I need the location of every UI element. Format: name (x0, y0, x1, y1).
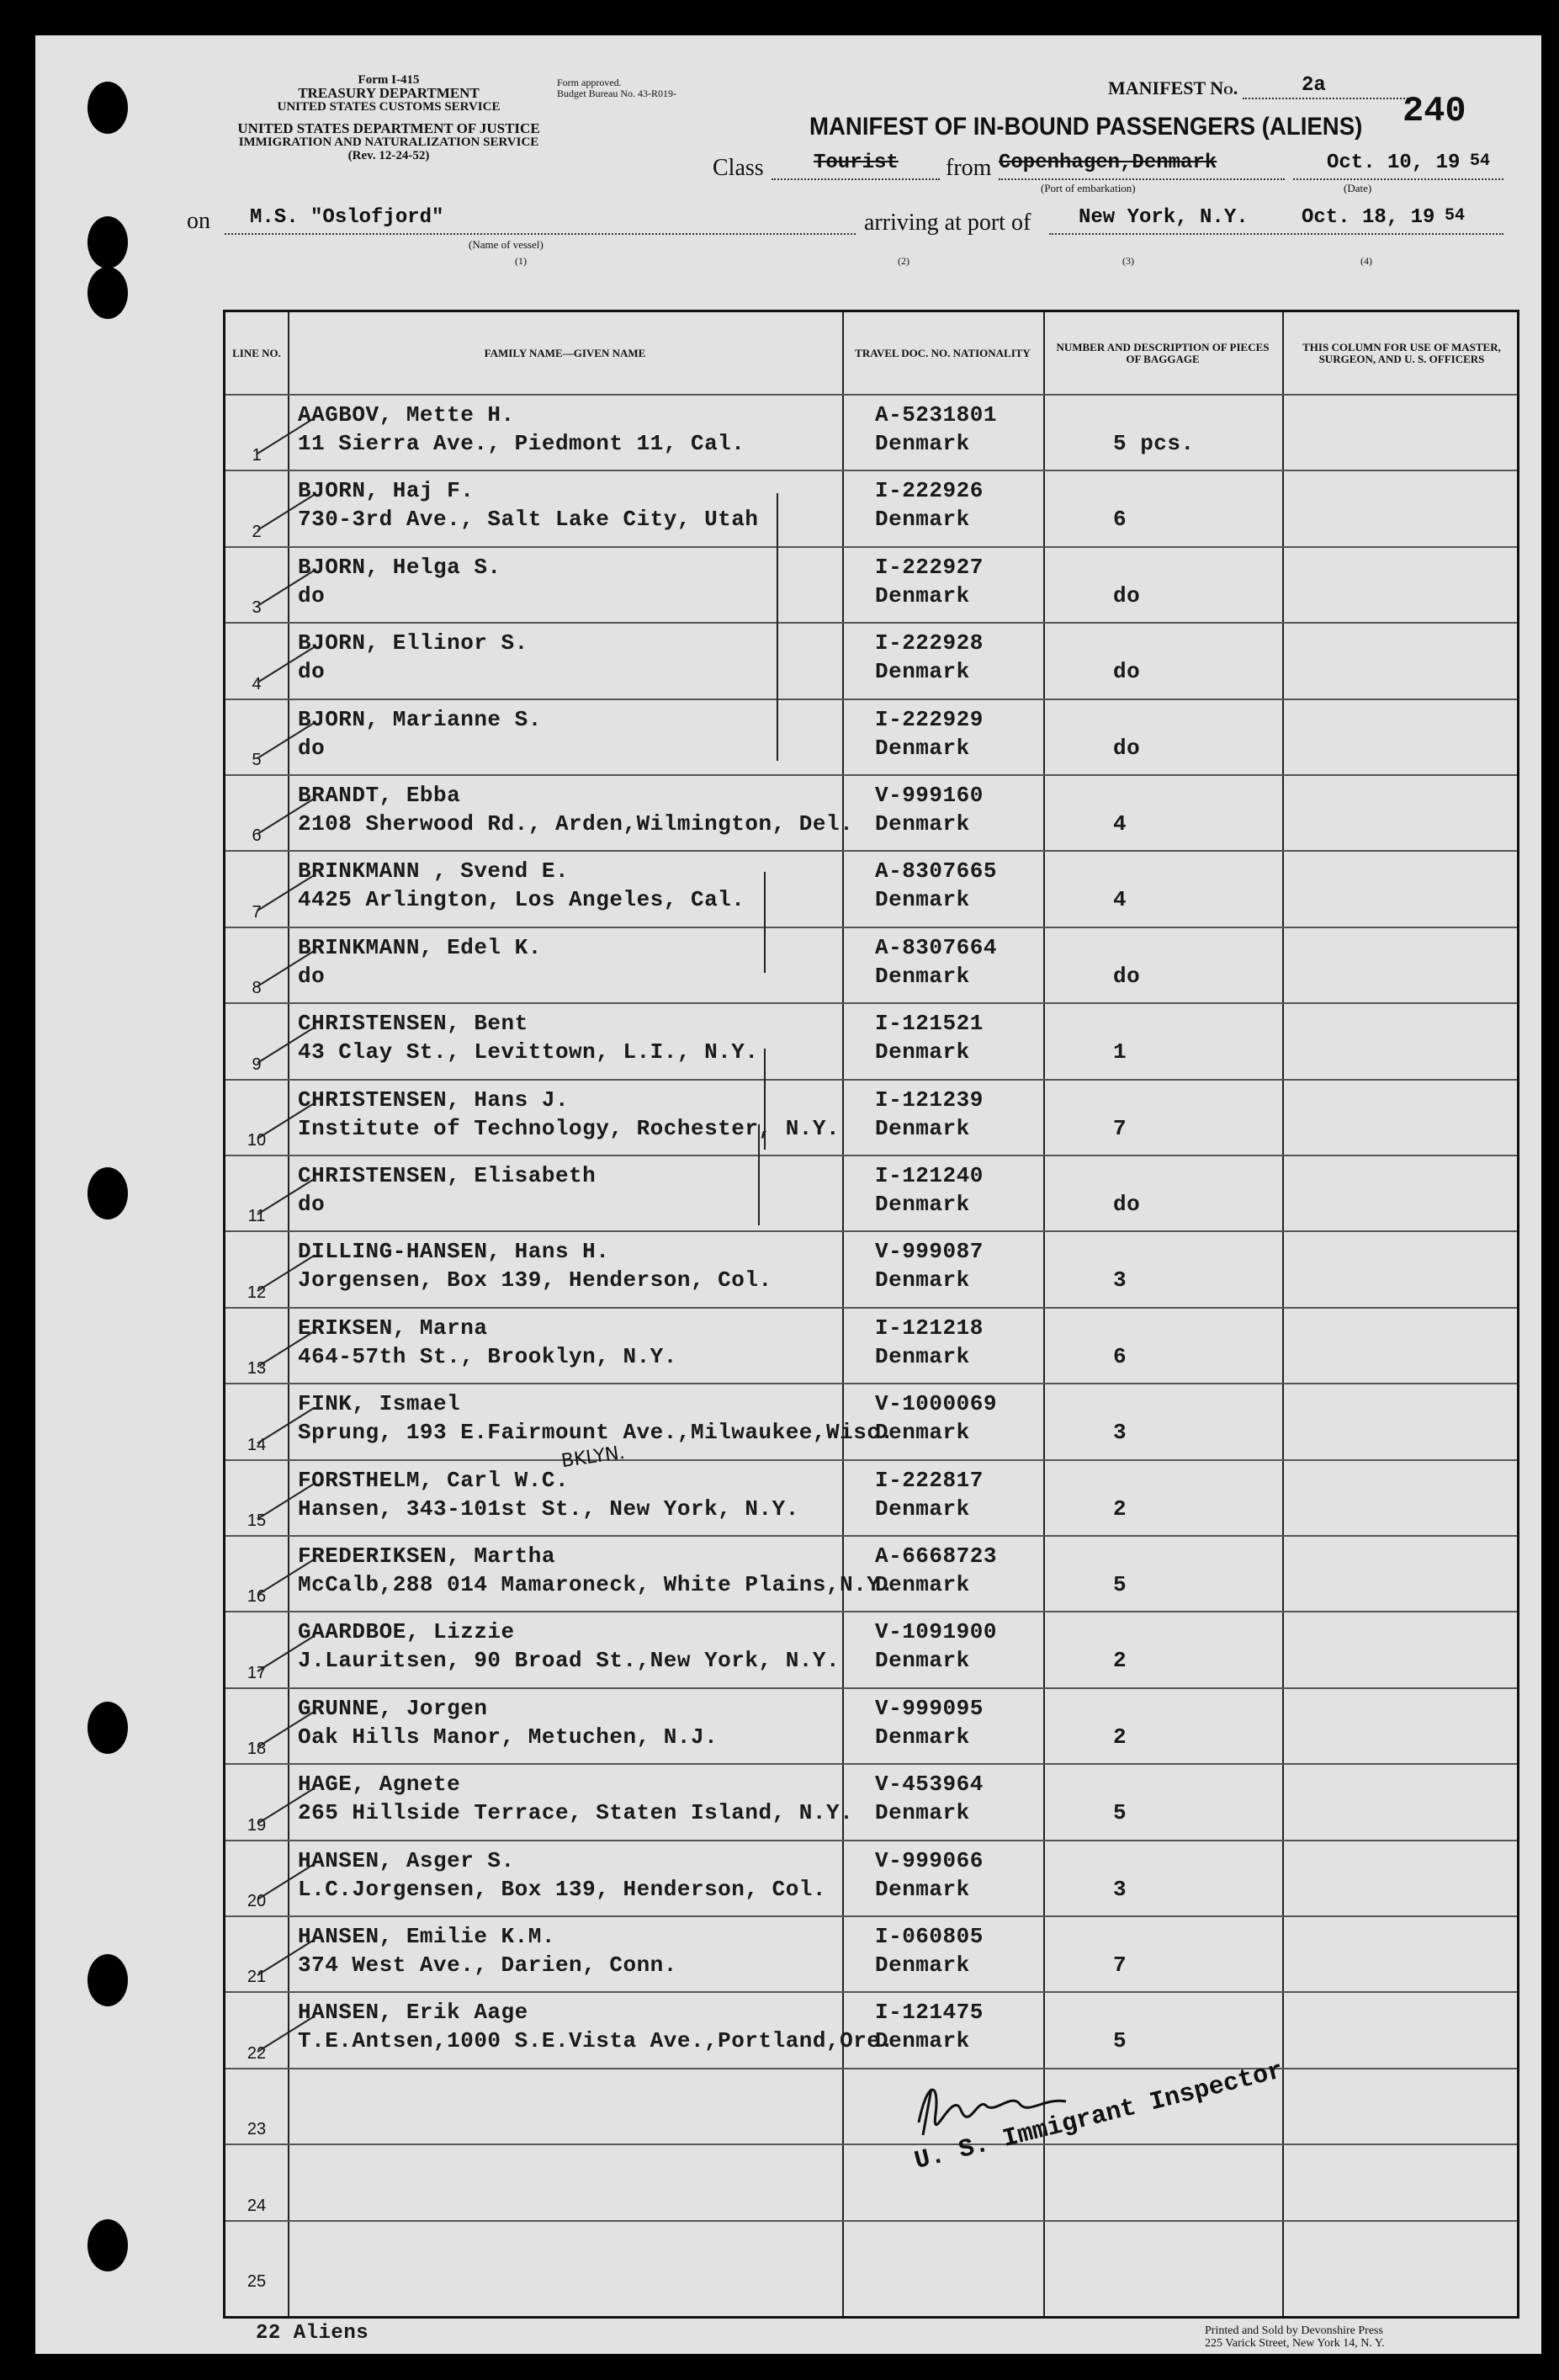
baggage-count: 6 (1113, 1343, 1127, 1369)
nationality: Denmark (875, 811, 970, 837)
line-number: 7 (252, 902, 262, 922)
passenger-address: Jorgensen, Box 139, Henderson, Col. (298, 1267, 772, 1294)
row-divider (225, 1611, 1517, 1612)
line-number: 2 (252, 522, 262, 541)
baggage-count: 2 (1113, 1648, 1127, 1674)
table-row (225, 1840, 1517, 1915)
table-row (225, 2144, 1517, 2219)
row-divider (225, 1991, 1517, 1993)
form-header-left (237, 73, 540, 162)
line-number: 19 (247, 1815, 267, 1835)
row-divider (225, 1002, 1517, 1004)
baggage-count: 4 (1113, 811, 1127, 837)
row-divider (225, 1307, 1517, 1309)
passenger-name: CHRISTENSEN, Hans J. (298, 1086, 570, 1113)
row-divider (225, 2068, 1517, 2069)
table-row (225, 1687, 1517, 1763)
passenger-name: HANSEN, Erik Aage (298, 2000, 528, 2026)
baggage-count: 3 (1113, 1876, 1127, 1902)
travel-doc-number: I-222926 (875, 478, 984, 504)
nationality: Denmark (875, 507, 970, 533)
travel-doc-number: A-5231801 (875, 402, 997, 428)
travel-doc-number: V-453964 (875, 1772, 984, 1798)
table-row (225, 774, 1517, 850)
row-divider (225, 2144, 1517, 2145)
from-label: from (946, 155, 992, 181)
line-number: 15 (247, 1511, 267, 1530)
handwritten-note: BKLYN. (559, 1442, 627, 1473)
nationality: Denmark (875, 1192, 970, 1217)
row-divider (225, 470, 1517, 471)
travel-doc-number: I-121475 (875, 2000, 984, 2026)
line-number: 24 (247, 2196, 267, 2215)
line-number: 21 (247, 1968, 267, 1987)
baggage-count: do (1113, 963, 1141, 989)
table-row (225, 1459, 1517, 1535)
arriving-label: arriving at port of (864, 210, 1031, 236)
baggage-count: do (1113, 659, 1141, 685)
row-divider (225, 1687, 1517, 1689)
baggage-count: 2 (1113, 1495, 1127, 1522)
travel-doc-number: V-1000069 (875, 1391, 997, 1417)
baggage-count: 7 (1113, 1952, 1127, 1978)
row-divider (225, 1535, 1517, 1537)
passenger-name: FREDERIKSEN, Martha (298, 1543, 555, 1569)
manifest-number-field (1243, 76, 1411, 99)
family-bracket (764, 1049, 766, 1150)
passenger-address: L.C.Jorgensen, Box 139, Henderson, Col. (298, 1876, 826, 1902)
table-row (225, 394, 1517, 470)
row-divider (225, 850, 1517, 852)
nationality: Denmark (875, 1343, 970, 1369)
nationality: Denmark (875, 1420, 970, 1446)
travel-doc-number: I-222927 (875, 554, 984, 580)
passenger-address: Institute of Technology, Rochester, N.Y. (298, 1115, 840, 1141)
line-number: 14 (247, 1435, 267, 1454)
form-revision: (Rev. 12-24-52) (347, 149, 430, 162)
table-row (225, 699, 1517, 774)
row-divider (225, 622, 1517, 624)
passenger-name: BJORN, Helga S. (298, 554, 501, 580)
date-caption: (Date) (1344, 182, 1372, 194)
nationality: Denmark (875, 1039, 970, 1065)
passenger-name: GRUNNE, Jorgen (298, 1695, 488, 1721)
table-row (225, 1763, 1517, 1839)
passenger-address: 464-57th St., Brooklyn, N.Y. (298, 1343, 677, 1369)
nationality: Denmark (875, 659, 970, 685)
nationality: Denmark (875, 1115, 970, 1141)
row-divider (225, 1230, 1517, 1232)
total-aliens: 22 Aliens (256, 2322, 369, 2345)
port-caption: (Port of embarkation) (1041, 182, 1136, 194)
row-divider (225, 774, 1517, 776)
arrival-year: 54 (1445, 206, 1466, 226)
baggage-count: 6 (1113, 507, 1127, 533)
baggage-count: do (1113, 582, 1141, 608)
passenger-name: FORSTHELM, Carl W.C. (298, 1467, 570, 1493)
inspector-stamp: U. S. Immigrant Inspector (911, 2057, 1286, 2176)
table-row (225, 1230, 1517, 1306)
family-bracket (758, 1124, 760, 1225)
passenger-address: 374 West Ave., Darien, Conn. (298, 1952, 677, 1978)
passenger-name: GAARDBOE, Lizzie (298, 1619, 515, 1645)
family-bracket (777, 493, 778, 761)
col-num-3: (3) (1122, 255, 1134, 267)
vessel-col-num: (1) (515, 255, 527, 267)
passenger-address: 4425 Arlington, Los Angeles, Cal. (298, 887, 745, 913)
passenger-name: BJORN, Haj F. (298, 478, 475, 504)
printer-line-1: Printed and Sold by Devonshire Press (1205, 2324, 1383, 2337)
travel-doc-number: V-999095 (875, 1695, 984, 1721)
passenger-name: AAGBOV, Mette H. (298, 402, 515, 428)
row-divider (225, 1079, 1517, 1081)
nationality: Denmark (875, 1952, 970, 1978)
line-number: 25 (247, 2271, 267, 2291)
nationality: Denmark (875, 1267, 970, 1294)
nationality: Denmark (875, 1572, 970, 1597)
table-row (225, 546, 1517, 622)
col-header-officers: THIS COLUMN FOR USE OF MASTER, SURGEON, AND U. S. OFFICERS (1302, 340, 1501, 365)
row-divider (225, 2220, 1517, 2222)
line-number: 4 (252, 674, 262, 693)
vessel-name: M.S. "Oslofjord" (250, 206, 444, 229)
passenger-address: do (298, 582, 326, 608)
line-number: 12 (247, 1283, 267, 1302)
nationality: Denmark (875, 963, 970, 989)
binder-hole (87, 216, 128, 268)
embarkation-value: Copenhagen,Denmark (999, 151, 1217, 174)
baggage-count: 5 pcs. (1113, 431, 1195, 456)
printer-line-2: 225 Varick Street, New York 14, N. Y. (1205, 2337, 1385, 2350)
row-divider (225, 1459, 1517, 1461)
passenger-name: DILLING-HANSEN, Hans H. (298, 1239, 610, 1265)
line-number: 9 (252, 1055, 262, 1074)
passenger-address: do (298, 1192, 326, 1217)
passenger-address: do (298, 963, 326, 989)
travel-doc-number: I-222817 (875, 1467, 984, 1493)
nationality: Denmark (875, 1648, 970, 1674)
baggage-count: do (1113, 735, 1141, 761)
line-number: 3 (252, 598, 262, 618)
passenger-address: 43 Clay St., Levittown, L.I., N.Y. (298, 1039, 759, 1065)
passenger-name: HANSEN, Emilie K.M. (298, 1924, 555, 1949)
approval-text: Form approved. (557, 77, 622, 88)
manifest-title: MANIFEST OF IN-BOUND PASSENGERS (ALIENS) (809, 113, 1363, 141)
table-row (225, 2068, 1517, 2144)
page-number: 240 (1403, 91, 1466, 131)
passenger-address: McCalb,288 014 Mamaroneck, White Plains,N.Y. (298, 1572, 894, 1597)
form-approval (557, 77, 676, 99)
passenger-address: Oak Hills Manor, Metuchen, N.J. (298, 1724, 719, 1750)
nationality: Denmark (875, 1876, 970, 1902)
travel-doc-number: A-6668723 (875, 1543, 997, 1569)
baggage-count: 5 (1113, 1800, 1127, 1826)
passenger-name: BRINKMANN, Edel K. (298, 934, 542, 960)
table-row (225, 1383, 1517, 1458)
line-number: 1 (252, 446, 262, 465)
on-label: on (187, 208, 210, 234)
travel-doc-number: I-121521 (875, 1011, 984, 1037)
travel-doc-number: V-999160 (875, 783, 984, 808)
table-row (225, 1155, 1517, 1230)
passenger-address: do (298, 659, 326, 685)
binder-hole (87, 1167, 128, 1219)
passenger-address: 11 Sierra Ave., Piedmont 11, Cal. (298, 431, 745, 456)
line-number: 18 (247, 1740, 267, 1759)
vessel-caption: (Name of vessel) (469, 238, 544, 251)
passenger-name: CHRISTENSEN, Elisabeth (298, 1163, 597, 1188)
arrival-port: New York, N.Y. (1079, 206, 1249, 229)
manifest-number-label: MANIFEST No. (1108, 77, 1238, 98)
line-number: 5 (252, 750, 262, 769)
table-row (225, 1307, 1517, 1383)
row-divider (225, 394, 1517, 396)
passenger-address: Hansen, 343-101st St., New York, N.Y. (298, 1495, 799, 1522)
row-divider (225, 927, 1517, 928)
row-divider (225, 546, 1517, 548)
row-divider (225, 1763, 1517, 1765)
baggage-count: 4 (1113, 887, 1127, 913)
binder-hole (87, 1954, 128, 2006)
travel-doc-number: I-222928 (875, 630, 984, 656)
passenger-address: 2108 Sherwood Rd., Arden,Wilmington, Del. (298, 811, 854, 837)
nationality: Denmark (875, 1800, 970, 1826)
travel-doc-number: I-121240 (875, 1163, 984, 1188)
class-field (772, 153, 940, 180)
row-divider (225, 699, 1517, 700)
binder-hole (87, 267, 128, 319)
nationality: Denmark (875, 735, 970, 761)
line-number: 16 (247, 1587, 267, 1607)
table-row (225, 1915, 1517, 1991)
nationality: Denmark (875, 431, 970, 456)
form-number: Form I-415 (358, 73, 420, 87)
passenger-name: BJORN, Marianne S. (298, 706, 542, 732)
passenger-name: FINK, Ismael (298, 1391, 461, 1417)
passenger-name: CHRISTENSEN, Bent (298, 1011, 528, 1037)
vessel-field (225, 208, 856, 235)
row-divider (225, 1915, 1517, 1917)
nationality: Denmark (875, 887, 970, 913)
table-row (225, 1002, 1517, 1078)
travel-doc-number: I-121218 (875, 1315, 984, 1341)
travel-doc-number: I-121239 (875, 1086, 984, 1113)
binder-hole (87, 2219, 128, 2271)
nationality: Denmark (875, 1724, 970, 1750)
row-divider (225, 1155, 1517, 1156)
passenger-table (223, 310, 1519, 2319)
travel-doc-number: I-222929 (875, 706, 984, 732)
manifest-sheet (35, 35, 1541, 2354)
travel-doc-number: A-8307664 (875, 934, 997, 960)
passenger-address: do (298, 735, 326, 761)
passenger-name: HANSEN, Asger S. (298, 1847, 515, 1873)
line-number: 13 (247, 1359, 267, 1379)
line-number: 11 (247, 1207, 266, 1226)
baggage-count: 7 (1113, 1115, 1127, 1141)
baggage-count: 1 (1113, 1039, 1127, 1065)
passenger-address: Sprung, 193 E.Fairmount Ave.,Milwaukee,Wisc. (298, 1420, 894, 1446)
binder-hole (87, 82, 128, 134)
treasury-dept: TREASURY DEPARTMENT (298, 85, 480, 101)
baggage-count: do (1113, 1192, 1141, 1217)
travel-doc-number: I-060805 (875, 1924, 984, 1949)
justice-dept: UNITED STATES DEPARTMENT OF JUSTICE (237, 120, 540, 136)
col-header-baggage: NUMBER AND DESCRIPTION OF PIECES OF BAGGAGE (1056, 340, 1270, 365)
col-header-line: LINE NO. (232, 346, 281, 359)
baggage-count: 3 (1113, 1267, 1127, 1294)
passenger-address: T.E.Antsen,1000 S.E.Vista Ave.,Portland,Ore. (298, 2028, 894, 2054)
manifest-number-value: 2a (1302, 74, 1326, 97)
customs-service: UNITED STATES CUSTOMS SERVICE (277, 100, 501, 114)
col-num-4: (4) (1360, 255, 1372, 267)
passenger-name: BJORN, Ellinor S. (298, 630, 528, 656)
departure-date: Oct. 10, 19 (1327, 151, 1461, 174)
budget-text: Budget Bureau No. 43-R019- (557, 88, 676, 99)
table-row (225, 2220, 1517, 2296)
passenger-address: 265 Hillside Terrace, Staten Island, N.Y. (298, 1800, 854, 1826)
table-row (225, 470, 1517, 545)
line-number: 8 (252, 979, 262, 998)
travel-doc-number: V-1091900 (875, 1619, 997, 1645)
table-row (225, 1079, 1517, 1155)
line-number: 6 (252, 826, 262, 846)
passenger-name: ERIKSEN, Marna (298, 1315, 488, 1341)
family-bracket (764, 872, 766, 973)
departure-year: 54 (1470, 151, 1491, 171)
passenger-name: HAGE, Agnete (298, 1772, 461, 1798)
baggage-count: 5 (1113, 1572, 1127, 1597)
line-number: 22 (247, 2043, 267, 2063)
table-row (225, 850, 1517, 926)
nationality: Denmark (875, 1495, 970, 1522)
passenger-address: 730-3rd Ave., Salt Lake City, Utah (298, 507, 759, 533)
table-row (225, 1611, 1517, 1687)
binder-hole (87, 1702, 128, 1754)
travel-doc-number: V-999066 (875, 1847, 984, 1873)
class-label: Class (713, 155, 764, 181)
table-row (225, 927, 1517, 1002)
arrival-date: Oct. 18, 19 (1302, 206, 1435, 229)
line-number: 23 (247, 2120, 267, 2139)
line-number: 20 (247, 1891, 267, 1910)
arrival-field (1049, 208, 1503, 235)
line-number: 17 (247, 1663, 267, 1682)
passenger-address: J.Lauritsen, 90 Broad St.,New York, N.Y. (298, 1648, 840, 1674)
table-row (225, 1535, 1517, 1611)
nationality: Denmark (875, 582, 970, 608)
col-header-doc: TRAVEL DOC. NO. NATIONALITY (855, 346, 1031, 359)
baggage-count: 2 (1113, 1724, 1127, 1750)
passenger-name: BRINKMANN , Svend E. (298, 858, 570, 885)
class-value: Tourist (814, 151, 899, 174)
col-header-name: FAMILY NAME—GIVEN NAME (484, 346, 646, 359)
table-row (225, 622, 1517, 698)
row-divider (225, 1840, 1517, 1841)
line-number: 10 (247, 1130, 267, 1150)
baggage-count: 5 (1113, 2028, 1127, 2054)
col-num-2: (2) (898, 255, 909, 267)
travel-doc-number: V-999087 (875, 1239, 984, 1265)
ins-service: IMMIGRATION AND NATURALIZATION SERVICE (238, 135, 539, 149)
passenger-name: BRANDT, Ebba (298, 783, 461, 808)
baggage-count: 3 (1113, 1420, 1127, 1446)
table-row (225, 1991, 1517, 2067)
nationality: Denmark (875, 2028, 970, 2054)
departure-date-field (1293, 153, 1503, 180)
travel-doc-number: A-8307665 (875, 858, 997, 885)
row-divider (225, 1383, 1517, 1384)
embarkation-field (999, 153, 1285, 180)
printer-info (1205, 2324, 1385, 2350)
